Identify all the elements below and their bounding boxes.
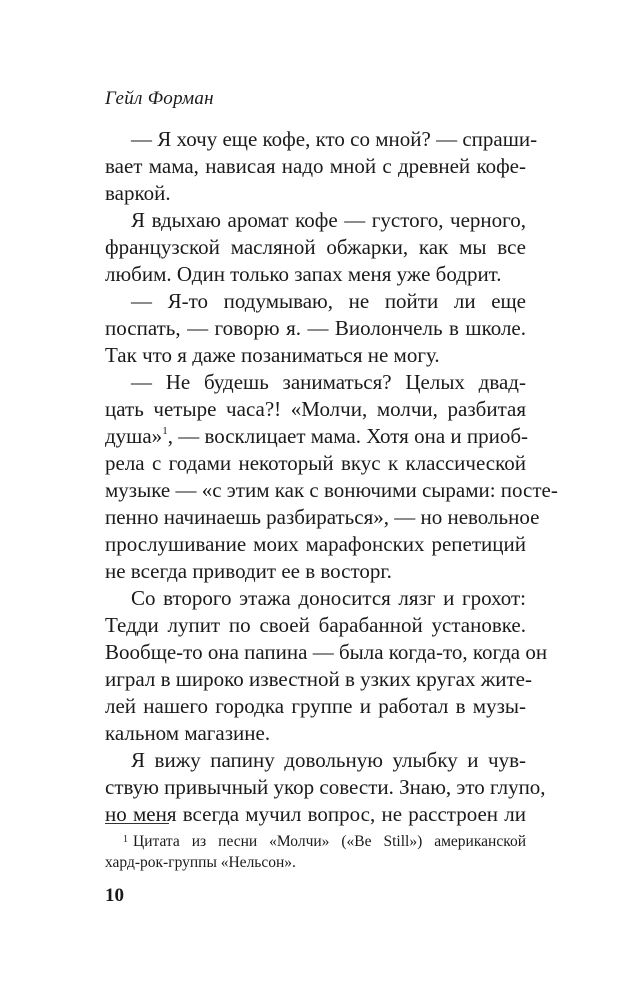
text-line: Со второго этажа доносится лязг и грохот: — [131, 586, 526, 610]
text-line: — Я-то подумываю, не пойти ли еще — [131, 289, 526, 313]
text-line: Я вдыхаю аромат кофе — густого, черного, — [131, 208, 526, 232]
text-line: французской масляной обжарки, как мы все — [105, 235, 526, 259]
footnote-line: хард-рок-группы «Нельсон». — [105, 854, 296, 871]
text-line: любим. Один только запах меня уже бодрит. — [105, 262, 502, 286]
text-line: Так что я даже позаниматься не могу. — [105, 343, 440, 367]
page-number: 10 — [105, 885, 124, 906]
text-line: вает мама, нависая надо мной с древней кофе- — [105, 154, 526, 178]
text-fragment: , — восклицает мама. Хотя она и приоб- — [167, 424, 529, 448]
text-line: лей нашего городка группе и работал в музы- — [105, 694, 526, 718]
footnote-divider — [105, 823, 169, 824]
footnote-line — [123, 832, 526, 852]
text-fragment: душа» — [105, 424, 163, 448]
text-line: не всегда приводит ее в восторг. — [105, 559, 392, 583]
footnote-marker: 1 — [123, 834, 128, 845]
text-line: рела с годами некоторый вкус к классической — [105, 451, 526, 475]
text-line: поспать, — говорю я. — Виолончель в школе. — [105, 316, 526, 340]
text-line: цать четыре часа?! «Молчи, молчи, разбитая — [105, 397, 526, 421]
text-line: варкой. — [105, 181, 171, 205]
running-header-author: Гейл Форман — [105, 88, 214, 109]
text-line: музыке — «с этим как с вонючими сырами: посте- — [105, 478, 558, 502]
text-line: прослушивание моих марафонских репетиций — [105, 532, 526, 556]
footnote-ref: 1 — [162, 425, 168, 437]
text-line: Тедди лупит по своей барабанной установке. — [105, 613, 526, 637]
text-line: Вообще-то она папина — была когда-то, когда он — [105, 640, 548, 664]
text-line: ствую привычный укор совести. Знаю, это глупо, — [105, 775, 546, 799]
text-line: кальном магазине. — [105, 721, 271, 745]
text-line: — Я хочу еще кофе, кто со мной? — спраши- — [131, 127, 538, 151]
text-line — [105, 423, 529, 450]
text-line: пенно начинаешь разбираться», — но невольное — [105, 505, 540, 529]
text-line: — Не будешь заниматься? Целых двад- — [131, 370, 526, 394]
footnote-text: Цитата из песни «Молчи» («Be Still») американской — [133, 833, 526, 850]
text-line: Я вижу папину довольную улыбку и чув- — [131, 748, 526, 772]
text-line: но меня всегда мучил вопрос, не расстроен ли — [105, 802, 526, 826]
text-line: играл в широко известной в узких кругах жите- — [105, 667, 532, 691]
